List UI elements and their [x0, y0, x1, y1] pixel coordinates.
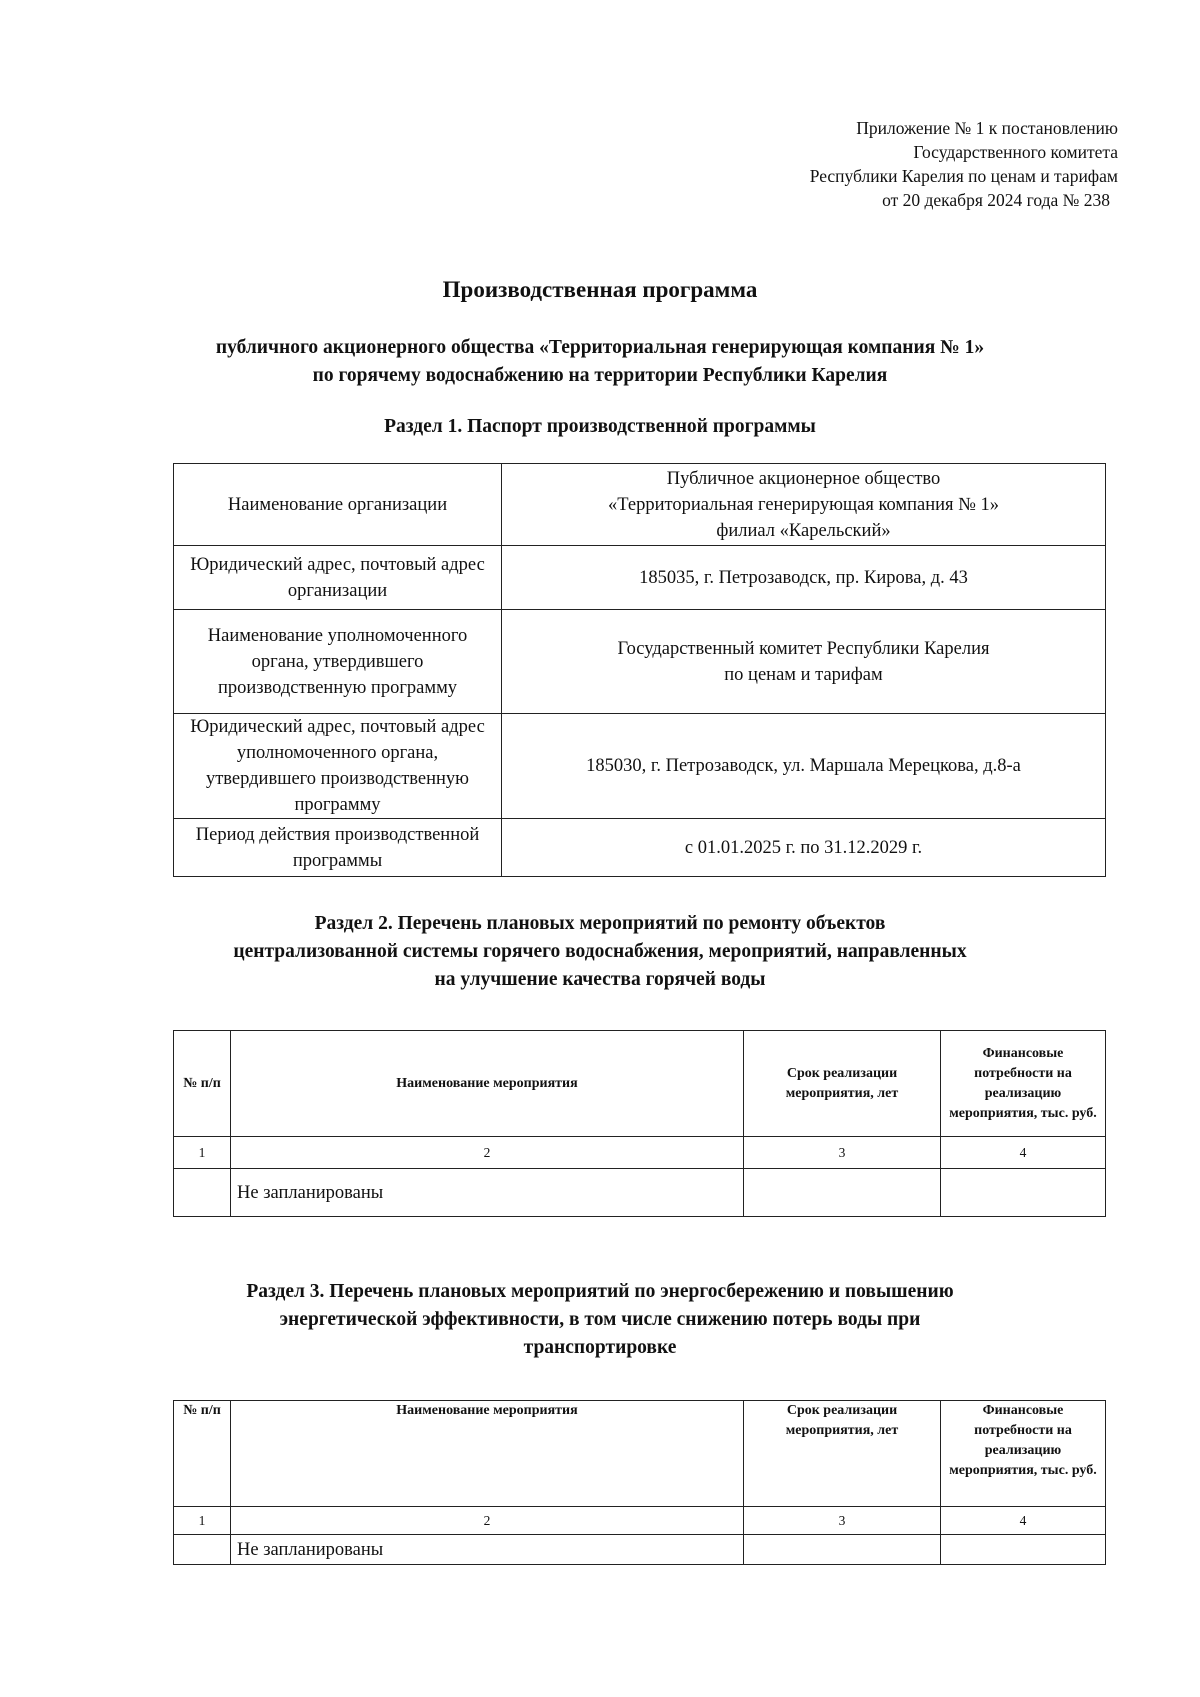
passport-label: Период действия производственной программы	[174, 819, 502, 877]
value-line: по ценам и тарифам	[724, 664, 883, 685]
column-number: 2	[231, 1507, 744, 1535]
row-text: Не запланированы	[231, 1169, 744, 1217]
table-row	[174, 464, 1106, 546]
passport-label: Юридический адрес, почтовый адрес уполномоченного органа, утвердившего производственную программу	[174, 714, 502, 819]
table-row	[174, 1169, 1106, 1217]
table-row	[174, 546, 1106, 610]
column-header: № п/п	[174, 1401, 231, 1507]
subtitle-line: публичного акционерного общества «Территориальная генерирующая компания № 1»	[215, 337, 985, 358]
column-header: Финансовые потребности на реализацию мероприятия, тыс. руб.	[941, 1401, 1106, 1507]
empty-cell	[941, 1535, 1106, 1565]
column-header: Финансовые потребности на реализацию мероприятия, тыс. руб.	[941, 1031, 1106, 1137]
empty-cell	[744, 1535, 941, 1565]
heading-line: централизованной системы горячего водоснабжения, мероприятий, направленных	[233, 941, 967, 962]
appendix-line: от 20 декабря 2024 года № 238	[882, 190, 1110, 210]
table-row	[174, 1137, 1106, 1169]
empty-cell	[174, 1169, 231, 1217]
heading-line: на улучшение качества горячей воды	[434, 969, 766, 990]
heading-line: транспортировке	[523, 1337, 677, 1358]
passport-label: Юридический адрес, почтовый адрес организации	[174, 546, 502, 610]
passport-label: Наименование уполномоченного органа, утвердившего производственную программу	[174, 610, 502, 714]
section2-table	[173, 1030, 1106, 1217]
document-title: Производственная программа	[442, 277, 758, 302]
appendix-line: Приложение № 1 к постановлению	[856, 118, 1118, 138]
section2-heading	[110, 910, 1090, 994]
column-header: Срок реализации мероприятия, лет	[744, 1401, 941, 1507]
passport-value	[502, 464, 1106, 546]
empty-cell	[941, 1169, 1106, 1217]
column-header: Срок реализации мероприятия, лет	[744, 1031, 941, 1137]
column-header: № п/п	[174, 1031, 231, 1137]
heading-line: Раздел 2. Перечень плановых мероприятий по ремонту объектов	[314, 913, 886, 934]
section3-table	[173, 1400, 1106, 1565]
table-row	[174, 1507, 1106, 1535]
column-number: 3	[744, 1137, 941, 1169]
row-text: Не запланированы	[231, 1535, 744, 1565]
table-row	[174, 610, 1106, 714]
column-number: 4	[941, 1137, 1106, 1169]
table-header-row	[174, 1401, 1106, 1507]
column-header: Наименование мероприятия	[231, 1401, 744, 1507]
section1-heading: Раздел 1. Паспорт производственной программы	[384, 416, 816, 437]
value-line: филиал «Карельский»	[716, 520, 891, 541]
column-number: 2	[231, 1137, 744, 1169]
empty-cell	[174, 1535, 231, 1565]
value-line: «Территориальная генерирующая компания № 1»	[608, 494, 999, 515]
passport-value	[502, 714, 1106, 819]
heading-line: энергетической эффективности, в том числе снижению потерь воды при	[279, 1309, 921, 1330]
heading-line: Раздел 3. Перечень плановых мероприятий по энергосбережению и повышению	[246, 1281, 954, 1302]
passport-value	[502, 610, 1106, 714]
value-line: Публичное акционерное общество	[666, 468, 941, 489]
subtitle-line: по горячему водоснабжению на территории Республики Карелия	[312, 365, 888, 386]
table-row	[174, 819, 1106, 877]
table-row	[174, 714, 1106, 819]
appendix-line: Государственного комитета	[913, 142, 1118, 162]
column-number: 1	[174, 1137, 231, 1169]
column-number: 3	[744, 1507, 941, 1535]
value-line: 185035, г. Петрозаводск, пр. Кирова, д. 43	[639, 567, 968, 588]
column-number: 4	[941, 1507, 1106, 1535]
passport-table	[173, 463, 1106, 877]
document-subtitle	[100, 334, 1100, 390]
appendix-header	[640, 116, 1118, 212]
passport-value	[502, 546, 1106, 610]
passport-value	[502, 819, 1106, 877]
section3-heading	[150, 1278, 1050, 1362]
value-line: с 01.01.2025 г. по 31.12.2029 г.	[684, 837, 923, 858]
column-header: Наименование мероприятия	[231, 1031, 744, 1137]
appendix-line: Республики Карелия по ценам и тарифам	[809, 166, 1118, 186]
table-row	[174, 1535, 1106, 1565]
value-line: 185030, г. Петрозаводск, ул. Маршала Мерецкова, д.8-а	[586, 756, 1021, 776]
column-number: 1	[174, 1507, 231, 1535]
empty-cell	[744, 1169, 941, 1217]
passport-label: Наименование организации	[174, 464, 502, 546]
table-header-row	[174, 1031, 1106, 1137]
value-line: Государственный комитет Республики Карелия	[617, 638, 990, 659]
